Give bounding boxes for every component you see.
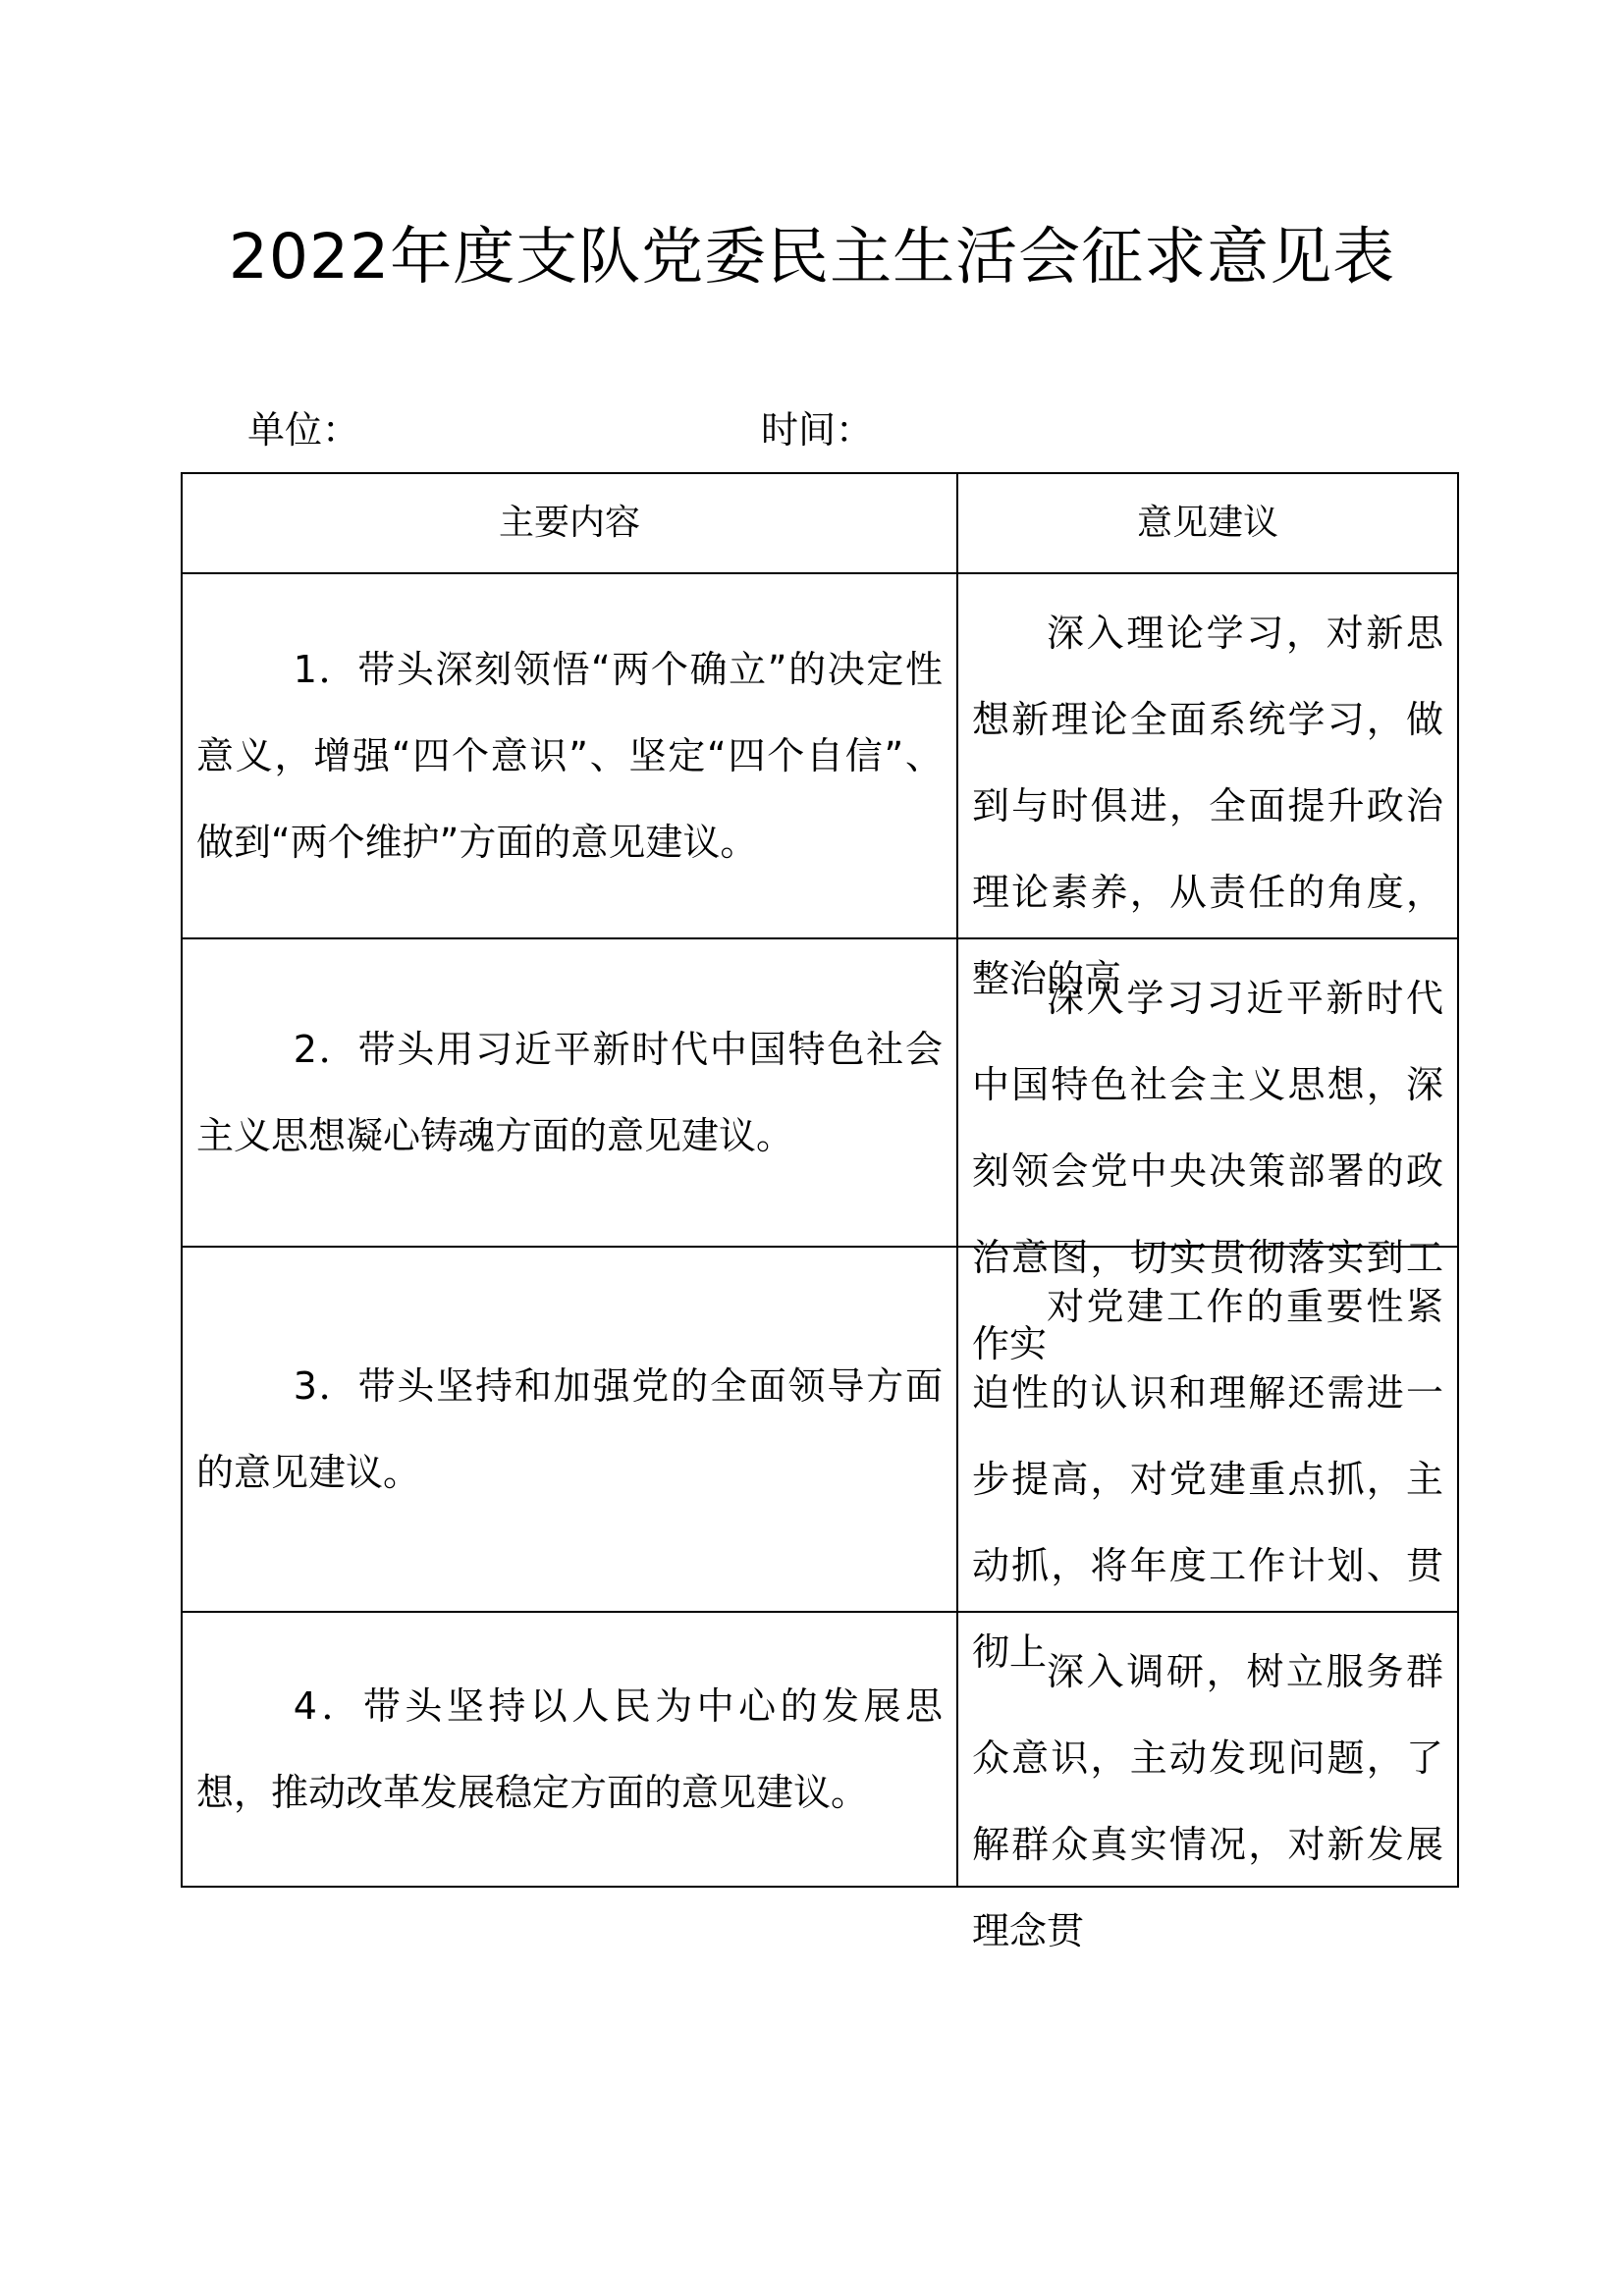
time-label: 时间：: [761, 408, 874, 452]
header-advice: 意见建议: [957, 473, 1458, 573]
opinion-form-table: [181, 472, 1459, 1952]
table-row: [182, 1247, 1458, 1612]
row-content-cell: 1．带头深刻领悟“两个确立”的决定性意义，增强“四个意识”、坚定“四个自信”、做到“两个维护”方面的意见建议。: [182, 573, 957, 938]
row-content-cell: 4．带头坚持以人民为中心的发展思想，推动改革发展稳定方面的意见建议。: [182, 1612, 957, 1887]
unit-label: 单位：: [247, 408, 360, 452]
row-advice-cell[interactable]: [957, 573, 1458, 1000]
row-advice-text: 深入理论学习，对新思想新理论全面系统学习，做到与时俱进，全面提升政治理论素养，从责任的角度，整治的高: [972, 612, 1443, 1000]
row-content-cell: 3．带头坚持和加强党的全面领导方面的意见建议。: [182, 1247, 957, 1612]
header-main-content: 主要内容: [182, 473, 957, 573]
table-header-row: [182, 473, 1458, 573]
row-advice-text: 深入调研，树立服务群众意识，主动发现问题，了解群众真实情况，对新发展理念贯: [972, 1650, 1443, 1952]
row-advice-text: 深入学习习近平新时代中国特色社会主义思想，深刻领会党中央决策部署的政治意图，切实贯彻落实到工作实: [972, 977, 1443, 1365]
table-row: [182, 1612, 1458, 1887]
document-title: 2022年度支队党委民主生活会征求意见表: [228, 221, 1396, 293]
row-advice-text: 对党建工作的重要性紧迫性的认识和理解还需进一步提高，对党建重点抓，主动抓，将年度工作计划、贯彻上: [972, 1285, 1443, 1674]
table-row: [182, 938, 1458, 1247]
table-row: [182, 573, 1458, 938]
row-content-cell: 2．带头用习近平新时代中国特色社会主义思想凝心铸魂方面的意见建议。: [182, 938, 957, 1247]
